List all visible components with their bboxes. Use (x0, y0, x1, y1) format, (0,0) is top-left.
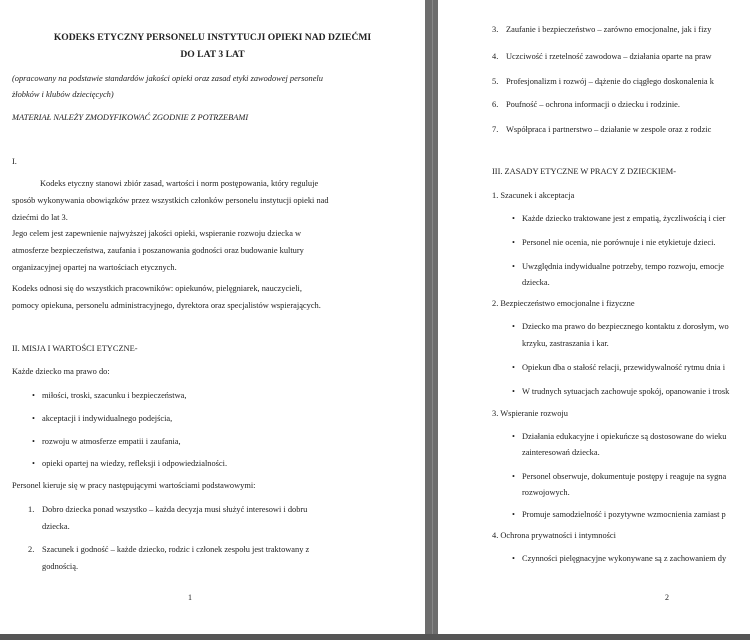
document-page-2 (438, 0, 750, 634)
principle-bullet: • Personel nie ocenia, nie porównuje i nie etykietuje dzieci. (522, 235, 716, 251)
value-7-text: Współpraca i partnerstwo – działanie w zespole oraz z rodzic (506, 125, 712, 134)
subsection-3-heading: 3. Wspieranie rozwoju (492, 409, 568, 418)
value-4-text: Uczciwość i rzetelność zawodowa – działania oparte na praw (506, 52, 712, 61)
value-1-number: 1. (28, 505, 35, 514)
rights-intro: Każde dziecko ma prawo do: (12, 367, 110, 376)
principle-bullet: • Czynności pielęgnacyjne wykonywane są z zachowaniem dy (522, 551, 726, 567)
intro-paragraph-2-line3: organizacyjnej opartej na wartościach etycznych. (12, 263, 177, 272)
value-7-number: 7. (492, 125, 499, 134)
subsection-4-heading: 4. Ochrona prywatności i intymności (492, 531, 616, 540)
values-intro: Personel kieruje się w pracy następującymi wartościami podstawowymi: (12, 481, 256, 490)
section-3-heading: III. ZASADY ETYCZNE W PRACY Z DZIECKIEM- (492, 167, 676, 176)
intro-paragraph-3-line1: Kodeks odnosi się do wszystkich pracowników: opiekunów, pielęgniarek, nauczycieli, (12, 284, 302, 293)
rights-list-item: • akceptacji i indywidualnego podejścia, (42, 411, 172, 427)
rights-list-item: • opieki opartej na wiedzy, refleksji i odpowiedzialności. (42, 456, 227, 472)
page-number: 1 (188, 593, 192, 602)
subsection-2-heading: 2. Bezpieczeństwo emocjonalne i fizyczne (492, 299, 635, 308)
intro-paragraph-2-line2: atmosferze bezpieczeństwa, zaufania i poszanowania godności oraz budowanie kultury (12, 246, 304, 255)
value-4-number: 4. (492, 52, 499, 61)
principle-bullet-continuation: krzyku, zastraszania i kar. (522, 339, 609, 348)
section-1-heading: I. (12, 157, 17, 166)
rights-list-item: • miłości, troski, szacunku i bezpieczeństwa, (42, 388, 186, 404)
intro-paragraph-1-line2: sposób wykonywania obowiązków przez wszystkich członków personelu instytucji opieki nad (12, 196, 329, 205)
intro-paragraph-1-line1: Kodeks etyczny stanowi zbiór zasad, wartości i norm postępowania, który reguluje (40, 179, 319, 188)
rights-list-item: • rozwoju w atmosferze empatii i zaufania, (42, 434, 181, 450)
value-2-line1: Szacunek i godność – każde dziecko, rodzic i członek zespołu jest traktowany z (42, 545, 310, 554)
principle-bullet-continuation: rozwojowych. (522, 488, 570, 497)
intro-paragraph-3-line2: pomocy opiekuna, personelu administracyjnego, dyrektora oraz specjalistów wspierających. (12, 301, 321, 310)
intro-paragraph-2-line1: Jego celem jest zapewnienie najwyższej jakości opieki, wspieranie rozwoju dziecka w (12, 229, 302, 238)
principle-bullet: • Dziecko ma prawo do bezpiecznego kontaktu z dorosłym, wo (522, 319, 729, 335)
value-2-number: 2. (28, 545, 35, 554)
page-number: 2 (665, 593, 669, 602)
principle-bullet: • Uwzględnia indywidualne potrzeby, tempo rozwoju, emocje (522, 259, 724, 275)
value-6-number: 6. (492, 100, 499, 109)
document-title-line1: KODEKS ETYCZNY PERSONELU INSTYTUCJI OPIEKI NAD DZIEĆMI (53, 32, 372, 43)
value-3-number: 3. (492, 25, 499, 34)
document-title-line2: DO LAT 3 LAT (180, 49, 245, 60)
subsection-1-heading: 1. Szacunek i akceptacja (492, 191, 575, 200)
value-5-text: Profesjonalizm i rozwój – dążenie do ciągłego doskonalenia k (506, 77, 714, 86)
value-3-text: Zaufanie i bezpieczeństwo – zarówno emocjonalne, jak i fizy (506, 25, 712, 34)
value-1-line2: dziecka. (42, 522, 70, 531)
page-separator (432, 0, 433, 640)
principle-bullet: • Opiekun dba o stałość relacji, przewidywalność rytmu dnia i (522, 360, 725, 376)
principle-bullet: • Personel obserwuje, dokumentuje postępy i reaguje na sygna (522, 469, 726, 485)
viewer-bottom-edge (0, 634, 750, 640)
subtitle-line1: (opracowany na podstawie standardów jakości opieki oraz zasad etyki zawodowej personelu (12, 74, 323, 83)
value-2-line2: godnością. (42, 562, 79, 571)
value-5-number: 5. (492, 77, 499, 86)
modification-notice: MATERIAŁ NALEŻY ZMODYFIKOWAĆ ZGODNIE Z POTRZEBAMI (12, 113, 249, 122)
principle-bullet: • Każde dziecko traktowane jest z empatią, życzliwością i cier (522, 211, 725, 227)
principle-bullet-continuation: zainteresowań dziecka. (522, 448, 600, 457)
section-2-heading: II. MISJA I WARTOŚCI ETYCZNE- (12, 344, 138, 353)
subtitle-line2: żłobków i klubów dziecięcych) (12, 90, 114, 99)
principle-bullet: • W trudnych sytuacjach zachowuje spokój, opanowanie i trosk (522, 384, 729, 400)
principle-bullet: • Promuje samodzielność i pozytywne wzmocnienia zamiast p (522, 507, 726, 523)
principle-bullet-continuation: dziecka. (522, 278, 550, 287)
value-6-text: Poufność – ochrona informacji o dziecku i rodzinie. (506, 100, 680, 109)
principle-bullet: • Działania edukacyjne i opiekuńcze są dostosowane do wieku (522, 429, 726, 445)
intro-paragraph-1-line3: dziećmi do lat 3. (12, 213, 68, 222)
value-1-line1: Dobro dziecka ponad wszystko – każda decyzja musi służyć interesowi i dobru (42, 505, 308, 514)
